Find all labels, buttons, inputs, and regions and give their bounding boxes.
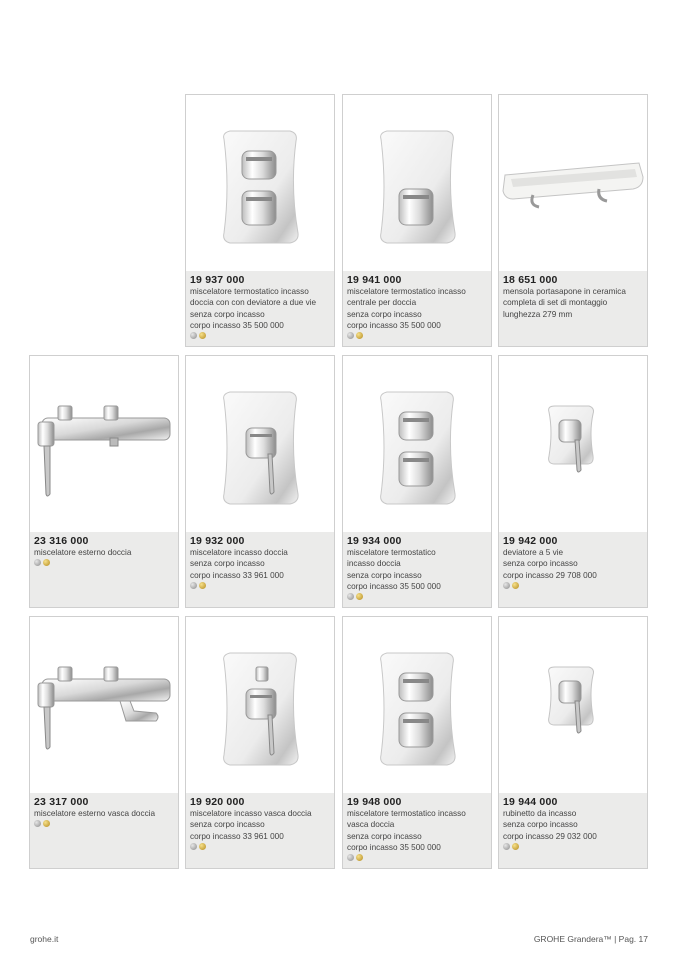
product-info <box>186 271 334 346</box>
footer-website: grohe.it <box>30 934 59 944</box>
chrome-finish-icon <box>503 843 510 850</box>
product-info <box>186 793 334 868</box>
chrome-finish-icon <box>503 582 510 589</box>
product-desc-line: corpo incasso 35 500 000 <box>347 320 441 330</box>
product-code: 19 937 000 <box>190 274 245 286</box>
product-desc-line: corpo incasso 33 961 000 <box>190 831 284 841</box>
product-card <box>29 355 179 608</box>
gold-finish-icon <box>43 559 50 566</box>
product-code: 19 944 000 <box>503 796 558 808</box>
product-image <box>499 617 647 793</box>
product-code: 19 942 000 <box>503 535 558 547</box>
product-info <box>499 532 647 607</box>
footer-page-label: GROHE Grandera™ | Pag. 17 <box>533 934 648 944</box>
chrome-finish-icon <box>34 559 41 566</box>
product-desc-line: miscelatore esterno vasca doccia <box>34 809 156 818</box>
gold-finish-icon <box>512 843 519 850</box>
gold-finish-icon <box>43 820 50 827</box>
product-info <box>499 271 647 346</box>
chrome-finish-icon <box>347 854 354 861</box>
product-desc-line: miscelatore termostatico incasso <box>347 287 466 296</box>
gold-finish-icon <box>356 332 363 339</box>
product-code: 19 948 000 <box>347 796 402 808</box>
product-code: 19 934 000 <box>347 535 402 547</box>
product-info <box>186 532 334 607</box>
product-image <box>186 617 334 793</box>
product-desc-line: corpo incasso 35 500 000 <box>347 842 441 852</box>
product-image <box>30 356 178 532</box>
product-desc-line: corpo incasso 33 961 000 <box>190 570 284 580</box>
chrome-finish-icon <box>34 820 41 827</box>
product-desc-line: miscelatore termostatico incasso <box>190 287 309 296</box>
product-desc-line: corpo incasso 35 500 000 <box>347 581 441 591</box>
product-desc-line: miscelatore incasso doccia <box>190 548 288 557</box>
gold-finish-icon <box>512 582 519 589</box>
product-image <box>499 95 647 271</box>
product-desc-line: senza corpo incasso <box>190 309 265 319</box>
product-desc-line: miscelatore incasso vasca doccia <box>190 809 312 818</box>
product-desc-line: senza corpo incasso <box>347 831 422 841</box>
product-info <box>343 532 491 607</box>
product-code: 23 316 000 <box>34 535 89 547</box>
product-card <box>185 94 335 347</box>
product-card <box>498 616 648 869</box>
product-desc-line: senza corpo incasso <box>190 559 265 569</box>
gold-finish-icon <box>356 854 363 861</box>
product-desc-line: deviatore a 5 vie <box>503 548 564 557</box>
product-code: 23 317 000 <box>34 796 89 808</box>
product-desc-line: centrale per doccia <box>347 298 417 308</box>
product-card <box>342 616 492 869</box>
chrome-finish-icon <box>190 582 197 589</box>
product-desc-line: doccia con con deviatore a due vie <box>190 298 317 308</box>
gold-finish-icon <box>199 332 206 339</box>
product-info <box>30 793 178 868</box>
product-desc-line: mensola portasapone in ceramica <box>503 287 626 296</box>
product-desc-line: miscelatore termostatico <box>347 548 436 557</box>
product-image <box>343 95 491 271</box>
product-code: 18 651 000 <box>503 274 558 286</box>
chrome-finish-icon <box>190 843 197 850</box>
chrome-finish-icon <box>347 332 354 339</box>
product-desc-line: corpo incasso 29 032 000 <box>503 831 597 841</box>
product-card <box>498 94 648 347</box>
chrome-finish-icon <box>190 332 197 339</box>
product-desc-line: incasso doccia <box>347 559 401 569</box>
product-image <box>499 356 647 532</box>
product-desc-line: senza corpo incasso <box>190 820 265 830</box>
product-image <box>343 617 491 793</box>
product-desc-line: vasca doccia <box>347 820 395 830</box>
product-info <box>499 793 647 868</box>
gold-finish-icon <box>199 843 206 850</box>
product-code: 19 920 000 <box>190 796 245 808</box>
product-card <box>185 355 335 608</box>
product-card <box>29 616 179 869</box>
product-info <box>343 271 491 346</box>
product-card <box>342 355 492 608</box>
product-image <box>186 356 334 532</box>
product-desc-line: rubinetto da incasso <box>503 809 577 818</box>
product-desc-line: lunghezza 279 mm <box>503 309 573 319</box>
product-desc-line: senza corpo incasso <box>503 820 578 830</box>
gold-finish-icon <box>199 582 206 589</box>
product-info <box>30 532 178 607</box>
product-desc-line: senza corpo incasso <box>347 570 422 580</box>
product-desc-line: corpo incasso 29 708 000 <box>503 570 597 580</box>
product-desc-line: completa di set di montaggio <box>503 298 608 308</box>
product-desc-line: corpo incasso 35 500 000 <box>190 320 284 330</box>
product-code: 19 941 000 <box>347 274 402 286</box>
product-image <box>186 95 334 271</box>
product-desc-line: miscelatore esterno doccia <box>34 548 132 557</box>
product-code: 19 932 000 <box>190 535 245 547</box>
product-desc-line: miscelatore termostatico incasso <box>347 809 466 818</box>
product-image <box>30 617 178 793</box>
product-desc-line: senza corpo incasso <box>503 559 578 569</box>
gold-finish-icon <box>356 593 363 600</box>
product-image <box>343 356 491 532</box>
product-card <box>342 94 492 347</box>
product-card <box>498 355 648 608</box>
product-card <box>185 616 335 869</box>
chrome-finish-icon <box>347 593 354 600</box>
product-desc-line: senza corpo incasso <box>347 309 422 319</box>
product-info <box>343 793 491 868</box>
